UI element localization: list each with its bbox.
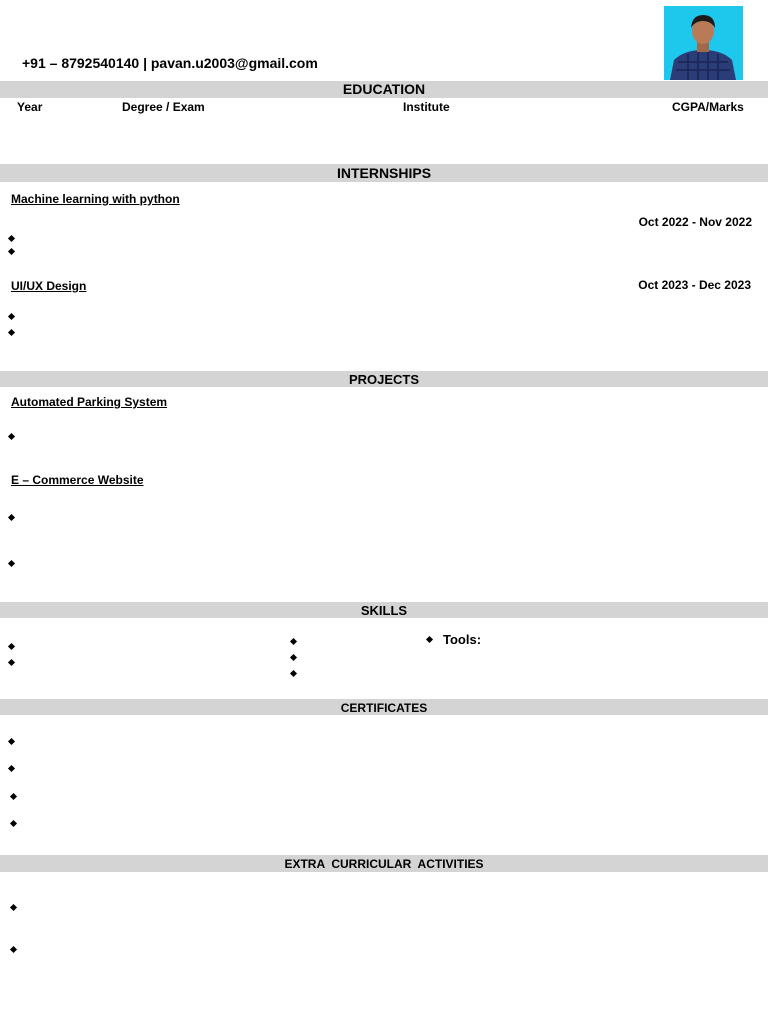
bullet-icon — [10, 946, 17, 953]
extracurricular-heading-bar — [0, 855, 768, 872]
extracurricular-heading: EXTRA CURRICULAR ACTIVITIES — [284, 857, 484, 871]
certificates-heading: CERTIFICATES — [340, 701, 428, 715]
internships-heading-bar — [0, 164, 768, 182]
profile-photo — [664, 6, 743, 80]
skills-heading-bar — [0, 602, 768, 618]
education-heading-bar — [0, 81, 768, 98]
bullet-icon — [290, 654, 297, 661]
contact-line: +91 – 8792540140 | pavan.u2003@gmail.com — [22, 55, 318, 71]
column-institute: Institute — [403, 100, 450, 114]
bullet-icon — [8, 235, 15, 242]
bullet-icon — [8, 560, 15, 567]
bullet-icon — [10, 904, 17, 911]
bullet-icon — [8, 659, 15, 666]
internship-title: Machine learning with python — [11, 192, 180, 206]
internships-heading: INTERNSHIPS — [336, 165, 432, 181]
internship-date: Oct 2022 - Nov 2022 — [638, 215, 752, 229]
column-degree: Degree / Exam — [122, 100, 205, 114]
certificates-heading-bar — [0, 699, 768, 715]
bullet-icon — [426, 636, 433, 643]
bullet-icon — [10, 820, 17, 827]
internship-title: UI/UX Design — [11, 279, 87, 293]
tools-label: Tools: — [443, 632, 482, 647]
projects-heading-bar — [0, 371, 768, 387]
bullet-icon — [8, 765, 15, 772]
bullet-icon — [8, 329, 15, 336]
project-title: Automated Parking System — [11, 395, 168, 409]
project-title: E – Commerce Website — [11, 473, 144, 487]
bullet-icon — [10, 793, 17, 800]
bullet-icon — [8, 248, 15, 255]
skills-heading: SKILLS — [360, 603, 408, 618]
bullet-icon — [8, 313, 15, 320]
bullet-icon — [290, 670, 297, 677]
bullet-icon — [290, 638, 297, 645]
bullet-icon — [8, 738, 15, 745]
bullet-icon — [8, 514, 15, 521]
column-year: Year — [17, 100, 43, 114]
column-cgpa: CGPA/Marks — [672, 100, 744, 114]
projects-heading: PROJECTS — [348, 372, 420, 387]
person-photo-icon — [664, 6, 743, 80]
education-heading: EDUCATION — [342, 81, 426, 97]
bullet-icon — [8, 433, 15, 440]
internship-date: Oct 2023 - Dec 2023 — [638, 278, 751, 292]
bullet-icon — [8, 643, 15, 650]
